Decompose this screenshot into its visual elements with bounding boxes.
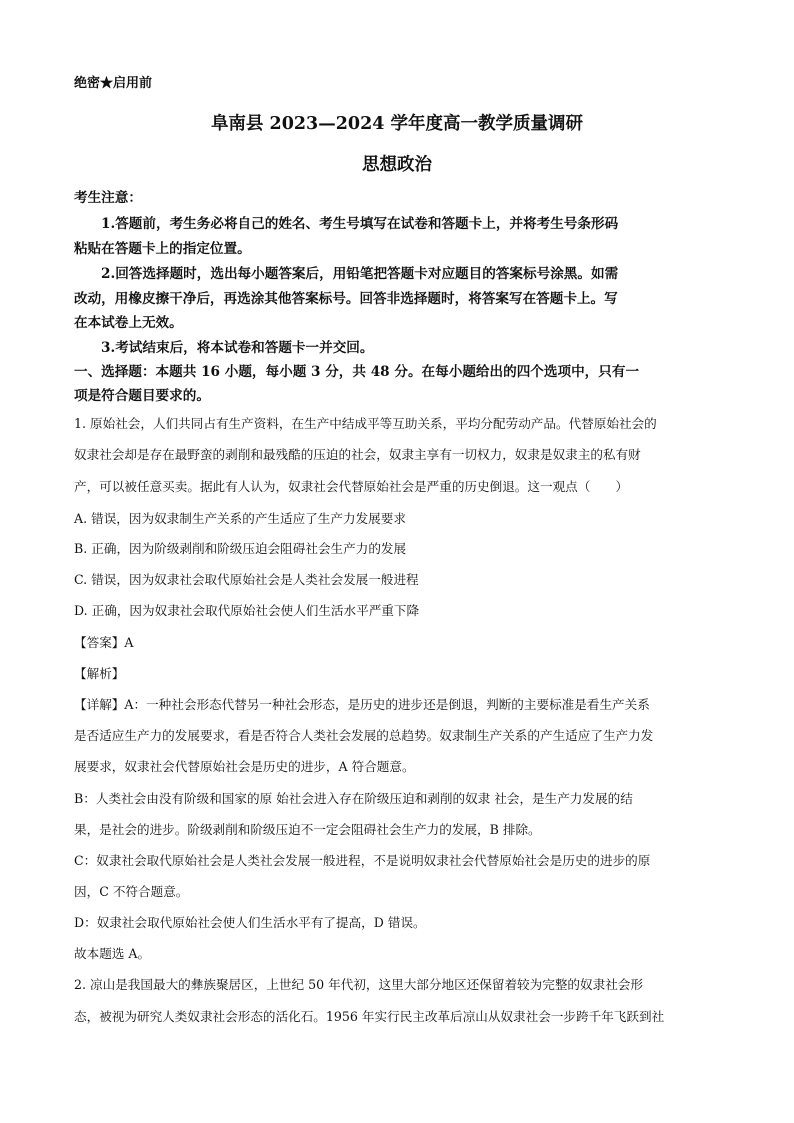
question-1-detail-b-line-1: B：人类社会由没有阶级和国家的原 始社会进入存在阶级压迫和剥削的奴隶 社会，是生产力发展的结 [74, 791, 633, 806]
question-1-stem-line-1: 1. 原始社会，人们共同占有生产资料，在生产中结成平等互助关系，平均分配劳动产品。代替原始社会的 [74, 416, 657, 431]
secret-label: 绝密★启用前 [74, 76, 153, 91]
question-1-option-d: D. 正确，因为奴隶社会取代原始社会使人们生活水平严重下降 [74, 603, 420, 618]
exam-title: 阜南县 2023—2024 学年度高一教学质量调研 [210, 114, 584, 134]
question-1-answer: 【答案】A [74, 635, 134, 650]
question-1-stem-line-3: 产，可以被任意买卖。据此有人认为，奴隶社会代替原始社会是严重的历史倒退。这一观点（ ） [74, 479, 629, 494]
question-1-detail-c-line-1: C：奴隶社会取代原始社会是人类社会发展一般进程，不是说明奴隶社会代替原始社会是历史的进步的原 [74, 853, 651, 868]
subject-title: 思想政治 [362, 155, 432, 175]
notice-item-3: 3.考试结束后，将本试卷和答题卡一并交回。 [101, 340, 374, 356]
question-1-option-a: A. 错误，因为奴隶制生产关系的产生适应了生产力发展要求 [74, 511, 406, 526]
question-1-detail-c-line-2: 因，C 不符合题意。 [74, 884, 189, 899]
notice-item-2-line-2: 改动，用橡皮擦干净后，再选涂其他答案标号。回答非选择题时，将答案写在答题卡上。写 [74, 291, 618, 307]
notice-item-1-line-2: 粘贴在答题卡上的指定位置。 [74, 241, 251, 257]
question-1-stem-line-2: 奴隶社会却是存在最野蛮的剥削和最残酷的压迫的社会，奴隶主享有一切权力，奴隶是奴隶主的私有财 [74, 447, 641, 462]
question-1-analysis-label: 【解析】 [74, 666, 125, 681]
question-1-option-c: C. 错误，因为奴隶社会取代原始社会是人类社会发展一般进程 [74, 572, 419, 587]
notice-item-2-line-3: 在本试卷上无效。 [74, 315, 183, 331]
notice-heading: 考生注意： [74, 190, 142, 206]
notice-item-2-line-1: 2.回答选择题时，选出每小题答案后，用铅笔把答题卡对应题目的答案标号涂黑。如需 [101, 266, 619, 282]
section-heading-line-2: 项是符合题目要求的。 [74, 388, 210, 404]
question-1-detail-line-2: 是否适应生产力的发展要求，看是否符合人类社会发展的总趋势。奴隶制生产关系的产生适应了生产力发 [74, 728, 654, 743]
question-1-option-b: B. 正确，因为阶级剥削和阶级压迫会阻碍社会生产力的发展 [74, 541, 407, 556]
question-1-conclusion: 故本题选 A。 [74, 946, 151, 961]
question-1-detail-d: D：奴隶社会取代原始社会使人们生活水平有了提高，D 错误。 [74, 915, 426, 930]
question-2-stem-line-1: 2. 凉山是我国最大的彝族聚居区，上世纪 50 年代初，这里大部分地区还保留着较为完整的奴隶社会形 [74, 977, 643, 992]
section-heading-line-1: 一、选择题：本题共 16 小题，每小题 3 分，共 48 分。在每小题给出的四个选项中，只有一 [74, 364, 640, 380]
notice-item-1-line-1: 1.答题前，考生务必将自己的姓名、考生号填写在试卷和答题卡上，并将考生号条形码 [101, 216, 619, 232]
question-1-detail-b-line-2: 果，是社会的进步。阶级剥削和阶级压迫不一定会阻碍社会生产力的发展，B 排除。 [74, 822, 541, 837]
question-1-detail-line-1: 【详解】A：一种社会形态代替另一种社会形态，是历史的进步还是倒退，判断的主要标准是看生产关系 [74, 697, 650, 712]
question-2-stem-line-2: 态，被视为研究人类奴隶社会形态的活化石。1956 年实行民主改革后凉山从奴隶社会一步跨千年飞跃到社 [74, 1009, 665, 1024]
question-1-detail-line-3: 展要求，奴隶社会代替原始社会是历史的进步，A 符合题意。 [74, 759, 415, 774]
